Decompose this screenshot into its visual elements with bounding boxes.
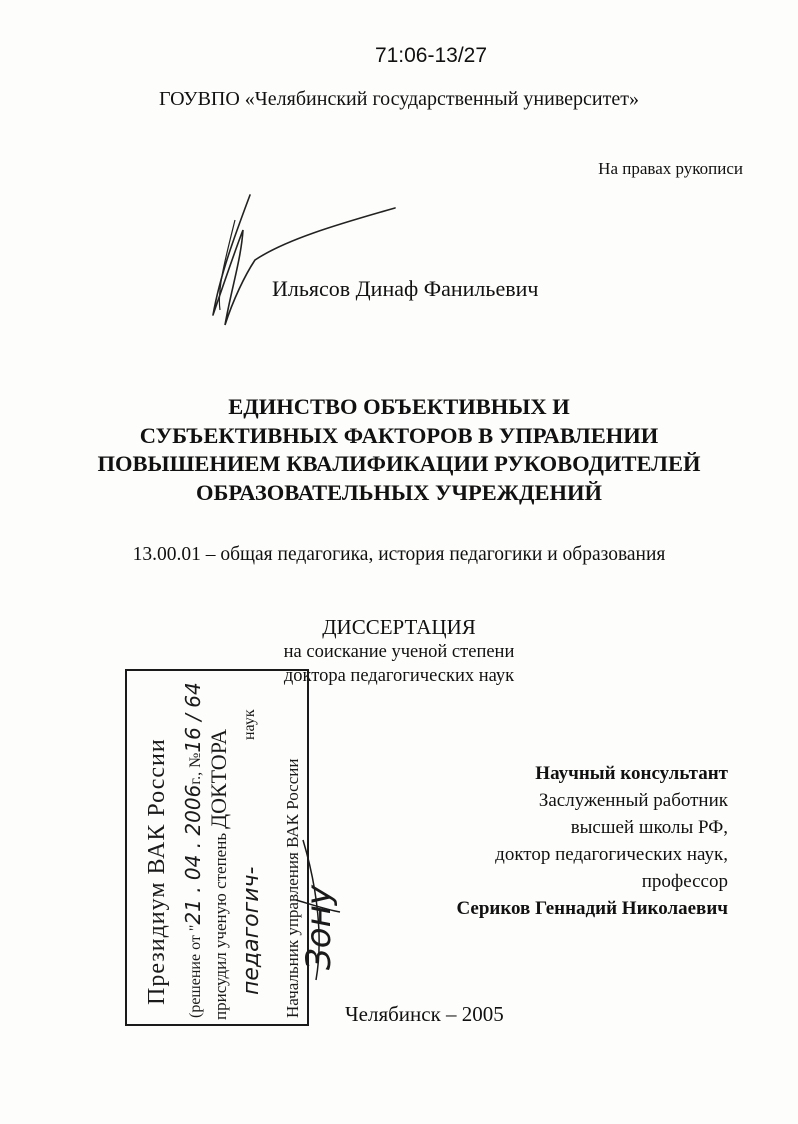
title-line: СУБЪЕКТИВНЫХ ФАКТОРОВ В УПРАВЛЕНИИ — [139, 422, 659, 448]
consultant-name: Сериков Геннадий Николаевич — [456, 898, 728, 919]
consultant-title-4: профессор — [641, 871, 728, 892]
scientific-consultant — [456, 760, 728, 922]
stamp-line-5: Начальник управления ВАК России — [283, 758, 302, 1018]
consultant-title-3: доктор педагогических наук, — [495, 844, 728, 865]
degree-line-2: доктора педагогических наук — [283, 666, 515, 686]
institution-name: ГОУВПО «Челябинский государственный университет» — [159, 88, 639, 110]
stamp-line-4b: наук — [241, 709, 258, 740]
consultant-heading: Научный консультант — [535, 763, 728, 784]
title-line: ОБРАЗОВАТЕЛЬНЫХ УЧРЕЖДЕНИЙ — [195, 479, 602, 505]
stamp-line-3: присудил ученую степеньДОКТОРА — [206, 728, 231, 1020]
title-line: ЕДИНСТВО ОБЪЕКТИВНЫХ И — [228, 394, 570, 419]
document-code: 71:06-13/27 — [374, 44, 488, 67]
title-line: ПОВЫШЕНИЕМ КВАЛИФИКАЦИИ РУКОВОДИТЕЛЕЙ — [97, 451, 701, 476]
stamp-signature: Зону — [299, 885, 339, 970]
author-signature — [195, 190, 405, 330]
stamp-line-2: (решение от "21 . 04 . 2006г., №16 / 64 — [181, 682, 205, 1018]
rights-note: На правах рукописи — [598, 159, 743, 178]
dissertation-title — [0, 393, 798, 507]
degree-line-1: на соискание ученой степени — [283, 642, 515, 662]
stamp-line-4: педагогич- — [239, 866, 264, 995]
specialty: 13.00.01 – общая педагогика, история педагогики и образования — [132, 544, 666, 565]
city-year: Челябинск – 2005 — [345, 1002, 504, 1026]
vak-stamp — [118, 650, 358, 1030]
consultant-title-1: Заслуженный работник — [538, 790, 728, 811]
consultant-title-2: высшей школы РФ, — [570, 817, 728, 838]
stamp-line-1: Президиум ВАК России — [144, 738, 170, 1005]
author-name: Ильясов Динаф Фанильевич — [272, 276, 539, 301]
dissertation-type: ДИССЕРТАЦИЯ — [322, 615, 476, 639]
